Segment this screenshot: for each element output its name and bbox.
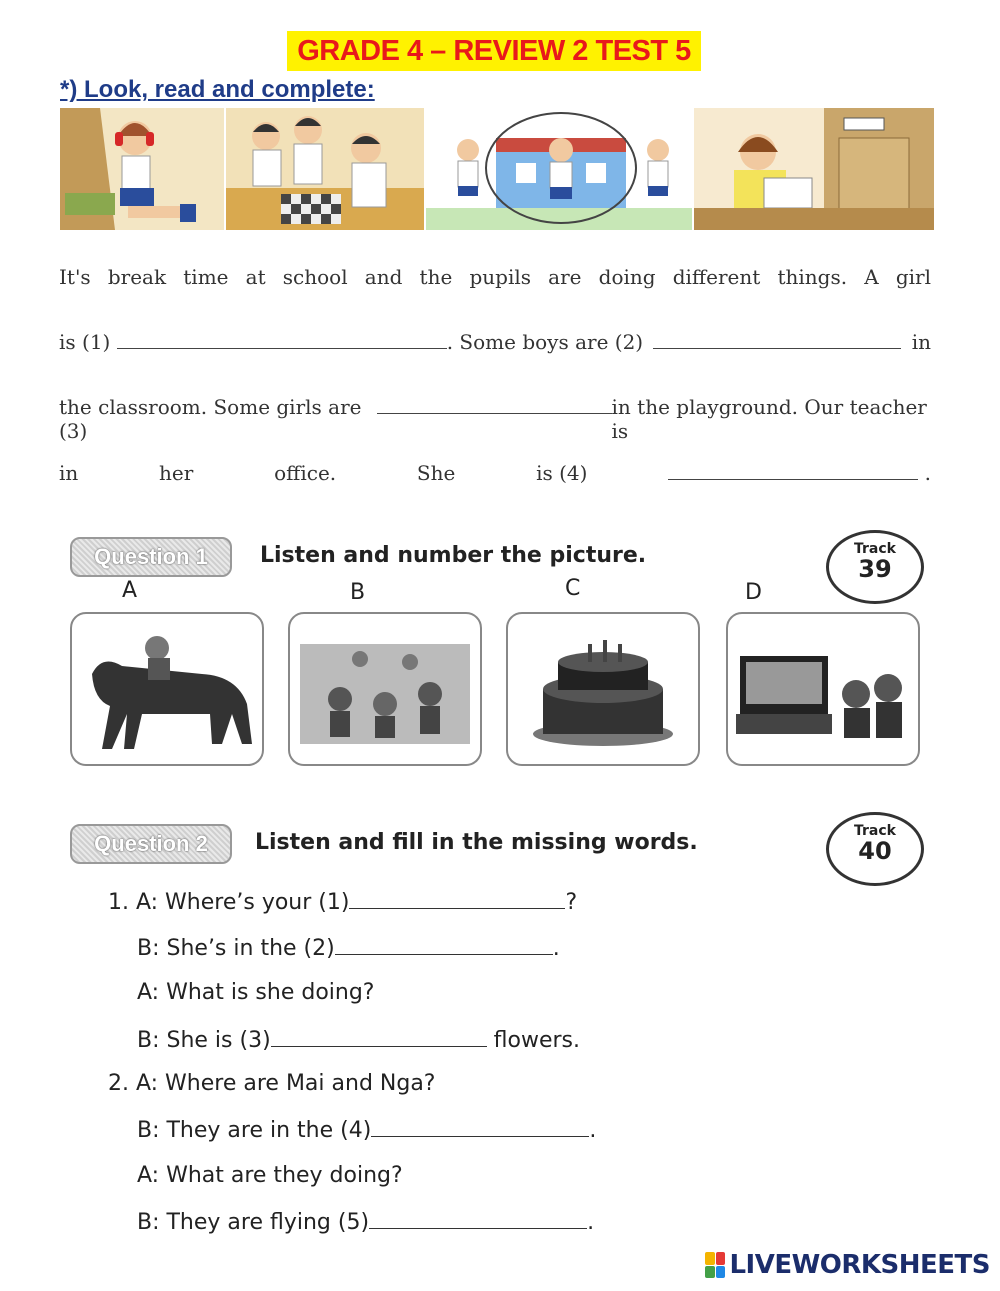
- picture-letter-a: A: [122, 578, 138, 603]
- passage-word: doing: [598, 265, 656, 289]
- dialogue-line: A: What are they doing?: [137, 1163, 403, 1188]
- dialogue-line: B: She is (3) flowers.: [137, 1028, 581, 1053]
- passage-word: the: [419, 265, 453, 289]
- boys-playing-chess-illustration: [226, 108, 424, 230]
- dialogue-line: B: She’s in the (2) .: [137, 936, 560, 961]
- question-2-badge: Question 2: [70, 824, 232, 864]
- dialogue-line: B: They are in the (4) .: [137, 1118, 597, 1143]
- passage-word: at: [245, 265, 266, 289]
- passage-word: office.: [274, 461, 337, 485]
- answer-blank-1[interactable]: [117, 330, 447, 349]
- passage-word: in: [59, 461, 79, 485]
- picture-d-watching-tv: [726, 612, 920, 766]
- answer-blank-2[interactable]: [653, 330, 901, 349]
- missing-word-blank-4[interactable]: [371, 1116, 589, 1137]
- passage-word: It's: [59, 265, 91, 289]
- passage-line-4: [59, 461, 931, 485]
- passage-word: are: [548, 265, 582, 289]
- worksheet-title: GRADE 4 – REVIEW 2 TEST 5: [287, 31, 701, 71]
- missing-word-blank-2[interactable]: [335, 934, 553, 955]
- instruction-heading: *) Look, read and complete:: [60, 76, 375, 103]
- passage-word: things.: [777, 265, 848, 289]
- dialogue-line: 2. A: Where are Mai and Nga?: [108, 1071, 436, 1096]
- passage-word: She: [416, 461, 456, 485]
- logo-text: LIVEWORKSHEETS: [729, 1250, 990, 1280]
- question-1-instruction: Listen and number the picture.: [260, 543, 647, 568]
- passage-text: .: [924, 461, 931, 485]
- passage-word: time: [183, 265, 229, 289]
- picture-c-birthday-cake: [506, 612, 700, 766]
- girl-listening-music-illustration: [60, 108, 224, 230]
- passage-line-3: [59, 395, 931, 443]
- track-number: 39: [858, 555, 892, 583]
- passage-word: is (4): [536, 461, 588, 485]
- passage-text: the classroom. Some girls are (3): [59, 395, 362, 443]
- liveworksheets-logo-icon: [705, 1252, 725, 1278]
- missing-word-blank-1[interactable]: [349, 888, 565, 909]
- track-40-badge: [826, 812, 924, 886]
- missing-word-blank-3[interactable]: [271, 1026, 487, 1047]
- answer-blank-4[interactable]: [668, 461, 918, 480]
- picture-letter-d: D: [745, 580, 762, 605]
- track-number: 40: [858, 837, 892, 865]
- teacher-reading-office-illustration: [694, 108, 934, 230]
- passage-text: is (1): [59, 330, 111, 354]
- passage-text: in the playground. Our teacher is: [611, 395, 927, 443]
- track-label: Track: [854, 823, 896, 839]
- picture-letter-b: B: [350, 580, 366, 605]
- picture-b-children-playing: [288, 612, 482, 766]
- dialogue-line: A: What is she doing?: [137, 980, 375, 1005]
- passage-word: A: [864, 265, 879, 289]
- dialogue-line: B: They are flying (5) .: [137, 1210, 595, 1235]
- passage-word: school: [282, 265, 348, 289]
- passage-word: pupils: [469, 265, 531, 289]
- dialogue-line: 1. A: Where’s your (1) ?: [108, 890, 578, 915]
- answer-blank-3[interactable]: [377, 395, 611, 414]
- passage-word: break: [107, 265, 167, 289]
- liveworksheets-logo: [705, 1250, 990, 1280]
- passage-text: in: [911, 330, 931, 354]
- passage-word: her: [159, 461, 194, 485]
- question-2-instruction: Listen and fill in the missing words.: [255, 830, 698, 855]
- question-1-badge: Question 1: [70, 537, 232, 577]
- girls-skipping-rope-illustration: [426, 108, 692, 230]
- passage-line-2: [59, 330, 931, 354]
- passage-line-1: [59, 265, 931, 289]
- picture-a-riding-horse: [70, 612, 264, 766]
- passage-word: and: [364, 265, 403, 289]
- picture-letter-c: C: [565, 576, 581, 601]
- passage-word: girl: [895, 265, 931, 289]
- missing-word-blank-5[interactable]: [369, 1208, 587, 1229]
- passage-text: . Some boys are (2): [446, 330, 644, 354]
- passage-word: different: [672, 265, 761, 289]
- track-label: Track: [854, 541, 896, 557]
- track-39-badge: [826, 530, 924, 604]
